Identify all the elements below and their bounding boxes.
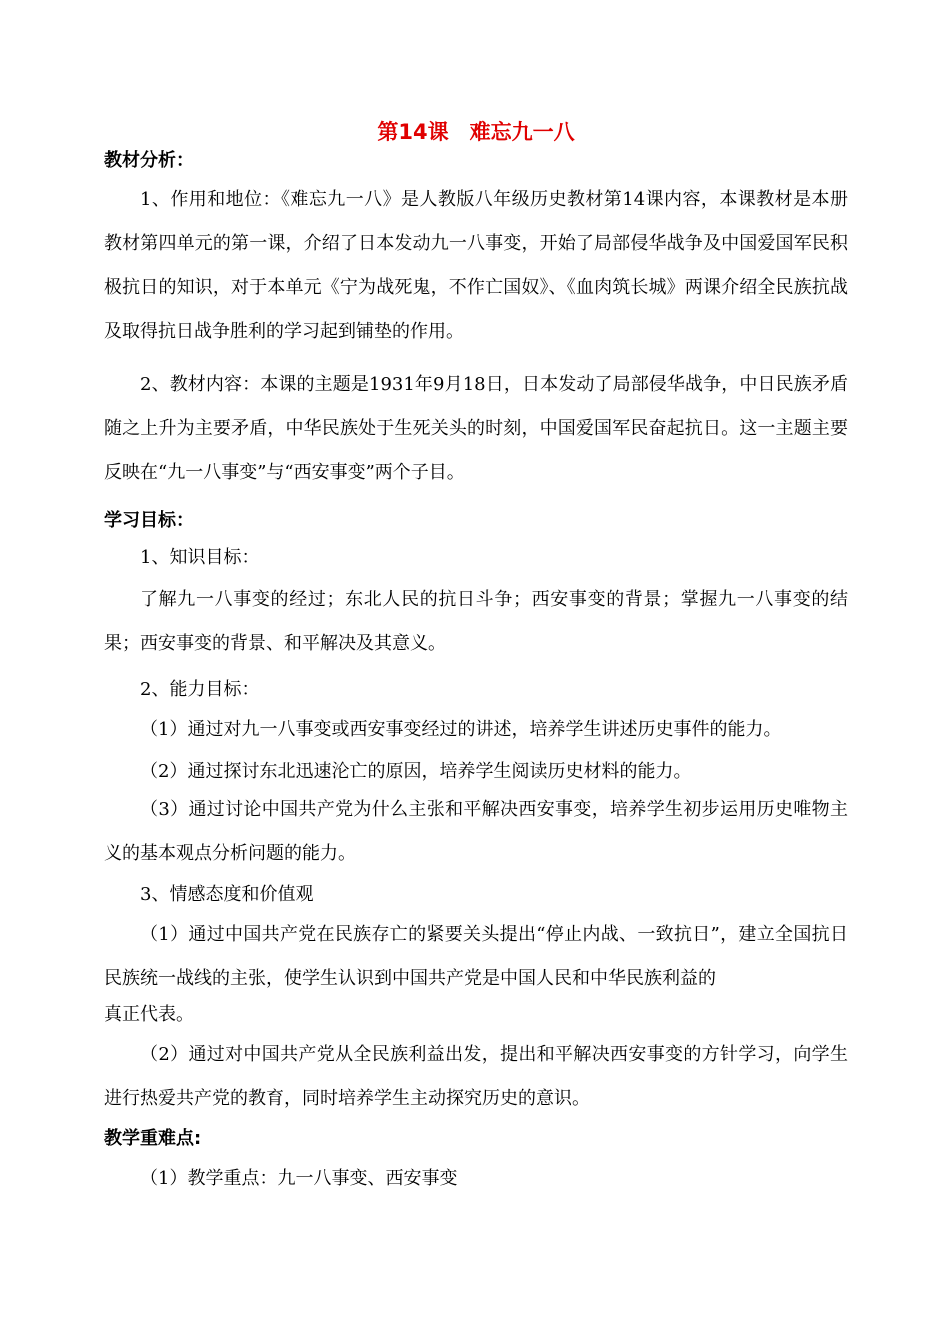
page-title bbox=[104, 117, 848, 147]
ability-goal-2: （2）通过探讨东北迅速沦亡的原因，培养学生阅读历史材料的能力。 bbox=[140, 761, 692, 782]
paragraph-role-and-position: 1、作用和地位：《难忘九一八》是人教版八年级历史教材第14课内容，本课教材是本册教材第四单元的第一课，介绍了日本发动九一八事变，开始了局部侵华战争及中国爱国军民积极抗日的知识，对于本单元《宁为战死鬼，不作亡国奴》、《血肉筑长城》两课介绍全民族抗战及取得抗日战争胜利的学习起到铺垫的作用。 bbox=[104, 189, 848, 342]
ability-goal-3: （3）通过讨论中国共产党为什么主张和平解决西安事变，培养学生初步运用历史唯物主义的基本观点分析问题的能力。 bbox=[104, 799, 848, 864]
emotion-goal-label: 3、情感态度和价值观 bbox=[140, 884, 314, 905]
ability-goal-1: （1）通过对九一八事变或西安事变经过的讲述，培养学生讲述历史事件的能力。 bbox=[140, 719, 782, 740]
paragraph-material-content: 2、教材内容：本课的主题是1931年9月18日，日本发动了局部侵华战争，中日民族矛盾随之上升为主要矛盾，中华民族处于生死关头的时刻，中国爱国军民奋起抗日。这一主题主要反映在“九一八事变”与“西安事变”两个子目。 bbox=[104, 374, 848, 483]
knowledge-goal-label: 1、知识目标： bbox=[140, 547, 260, 568]
heading-key-points: 教学重难点: bbox=[104, 1128, 202, 1149]
key-point-1: （1）教学重点：九一八事变、西安事变 bbox=[140, 1168, 458, 1189]
emotion-goal-1: （1）通过中国共产党在民族存亡的紧要关头提出“停止内战、一致抗日”，建立全国抗日民族统一战线的主张，使学生认识到中国共产党是中国人民和中华民族利益的 bbox=[104, 924, 848, 989]
heading-materials-analysis: 教材分析： bbox=[104, 150, 194, 171]
ability-goal-label: 2、能力目标： bbox=[140, 679, 260, 700]
heading-learning-goals: 学习目标： bbox=[104, 510, 194, 531]
title-text: 第14课 难忘九一八 bbox=[377, 120, 575, 144]
emotion-goal-1-continued: 真正代表。 bbox=[104, 1004, 194, 1025]
knowledge-goal-text: 了解九一八事变的经过；东北人民的抗日斗争；西安事变的背景；掌握九一八事变的结果；西安事变的背景、和平解决及其意义。 bbox=[104, 589, 848, 654]
emotion-goal-2: （2）通过对中国共产党从全民族利益出发，提出和平解决西安事变的方针学习，向学生进行热爱共产党的教育，同时培养学生主动探究历史的意识。 bbox=[104, 1044, 848, 1109]
